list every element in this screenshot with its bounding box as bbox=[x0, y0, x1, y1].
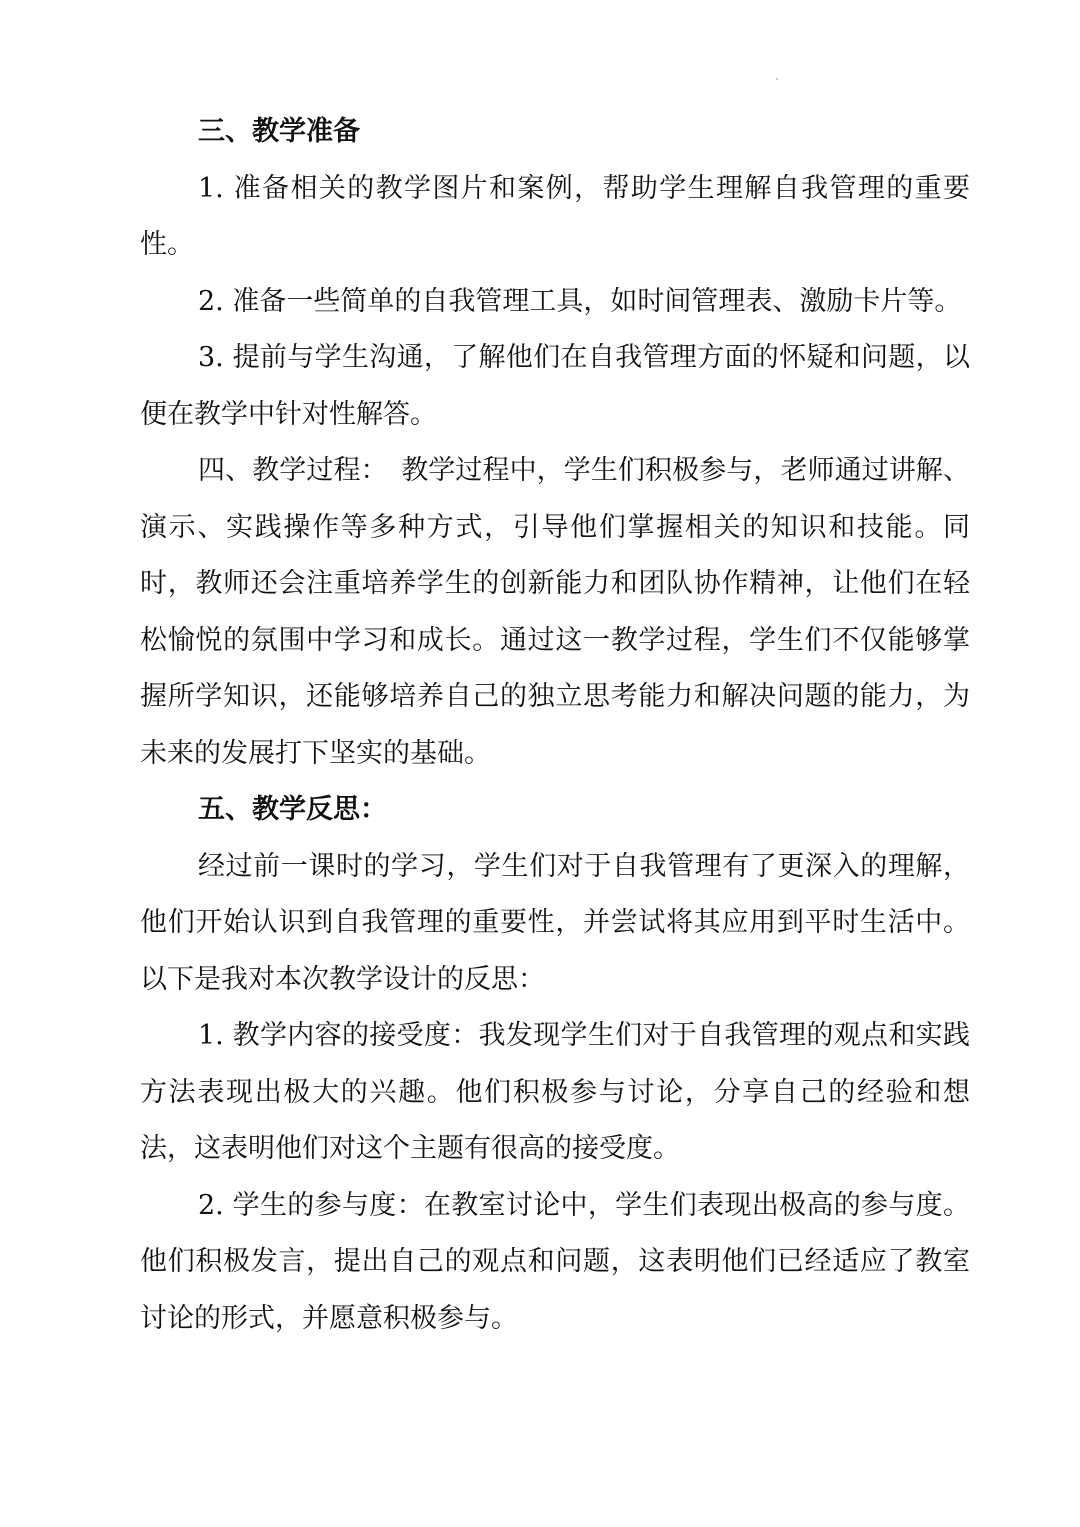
paragraph-reflection-2: 2. 学生的参与度：在教室讨论中，学生们表现出极高的参与度。他们积极发言，提出自己的观点和问题，这表明他们已经适应了教室讨论的形式，并愿意积极参与。 bbox=[140, 1189, 970, 1334]
paragraph-reflection-1: 1. 教学内容的接受度：我发现学生们对于自我管理的观点和实践方法表现出极大的兴趣。他们积极参与讨论，分享自己的经验和想法，这表明他们对这个主题有很高的接受度。 bbox=[140, 1020, 970, 1164]
paragraph-reflection-intro: 经过前一课时的学习，学生们对于自我管理有了更深入的理解，他们开始认识到自我管理的重要性，并尝试将其应用到平时生活中。以下是我对本次教学设计的反思： bbox=[140, 850, 970, 995]
paragraph-prep-2: 2. 准备一些简单的自我管理工具，如时间管理表、激励卡片等。 bbox=[198, 285, 962, 317]
section-heading-preparation: 三、教学准备 bbox=[198, 116, 360, 147]
paragraph-prep-1: 1. 准备相关的教学图片和案例，帮助学生理解自我管理的重要性。 bbox=[140, 172, 970, 260]
scan-speck bbox=[776, 78, 778, 80]
section-heading-reflection: 五、教学反思： bbox=[198, 794, 387, 825]
paragraph-teaching-process: 四、教学过程： 教学过程中，学生们积极参与，老师通过讲解、演示、实践操作等多种方式，引导他们掌握相关的知识和技能。同时，教师还会注重培养学生的创新能力和团队协作精神，让他们在轻松愉悦的氛围中学习和成长。通过这一教学过程，学生们不仅能够掌握所学知识，还能够培养自己的独立思考能力和解决问题的能力，为未来的发展打下坚实的基础。 bbox=[140, 455, 970, 769]
paragraph-prep-3: 3. 提前与学生沟通，了解他们在自我管理方面的怀疑和问题，以便在教学中针对性解答。 bbox=[140, 342, 970, 430]
document-body bbox=[140, 104, 970, 1347]
